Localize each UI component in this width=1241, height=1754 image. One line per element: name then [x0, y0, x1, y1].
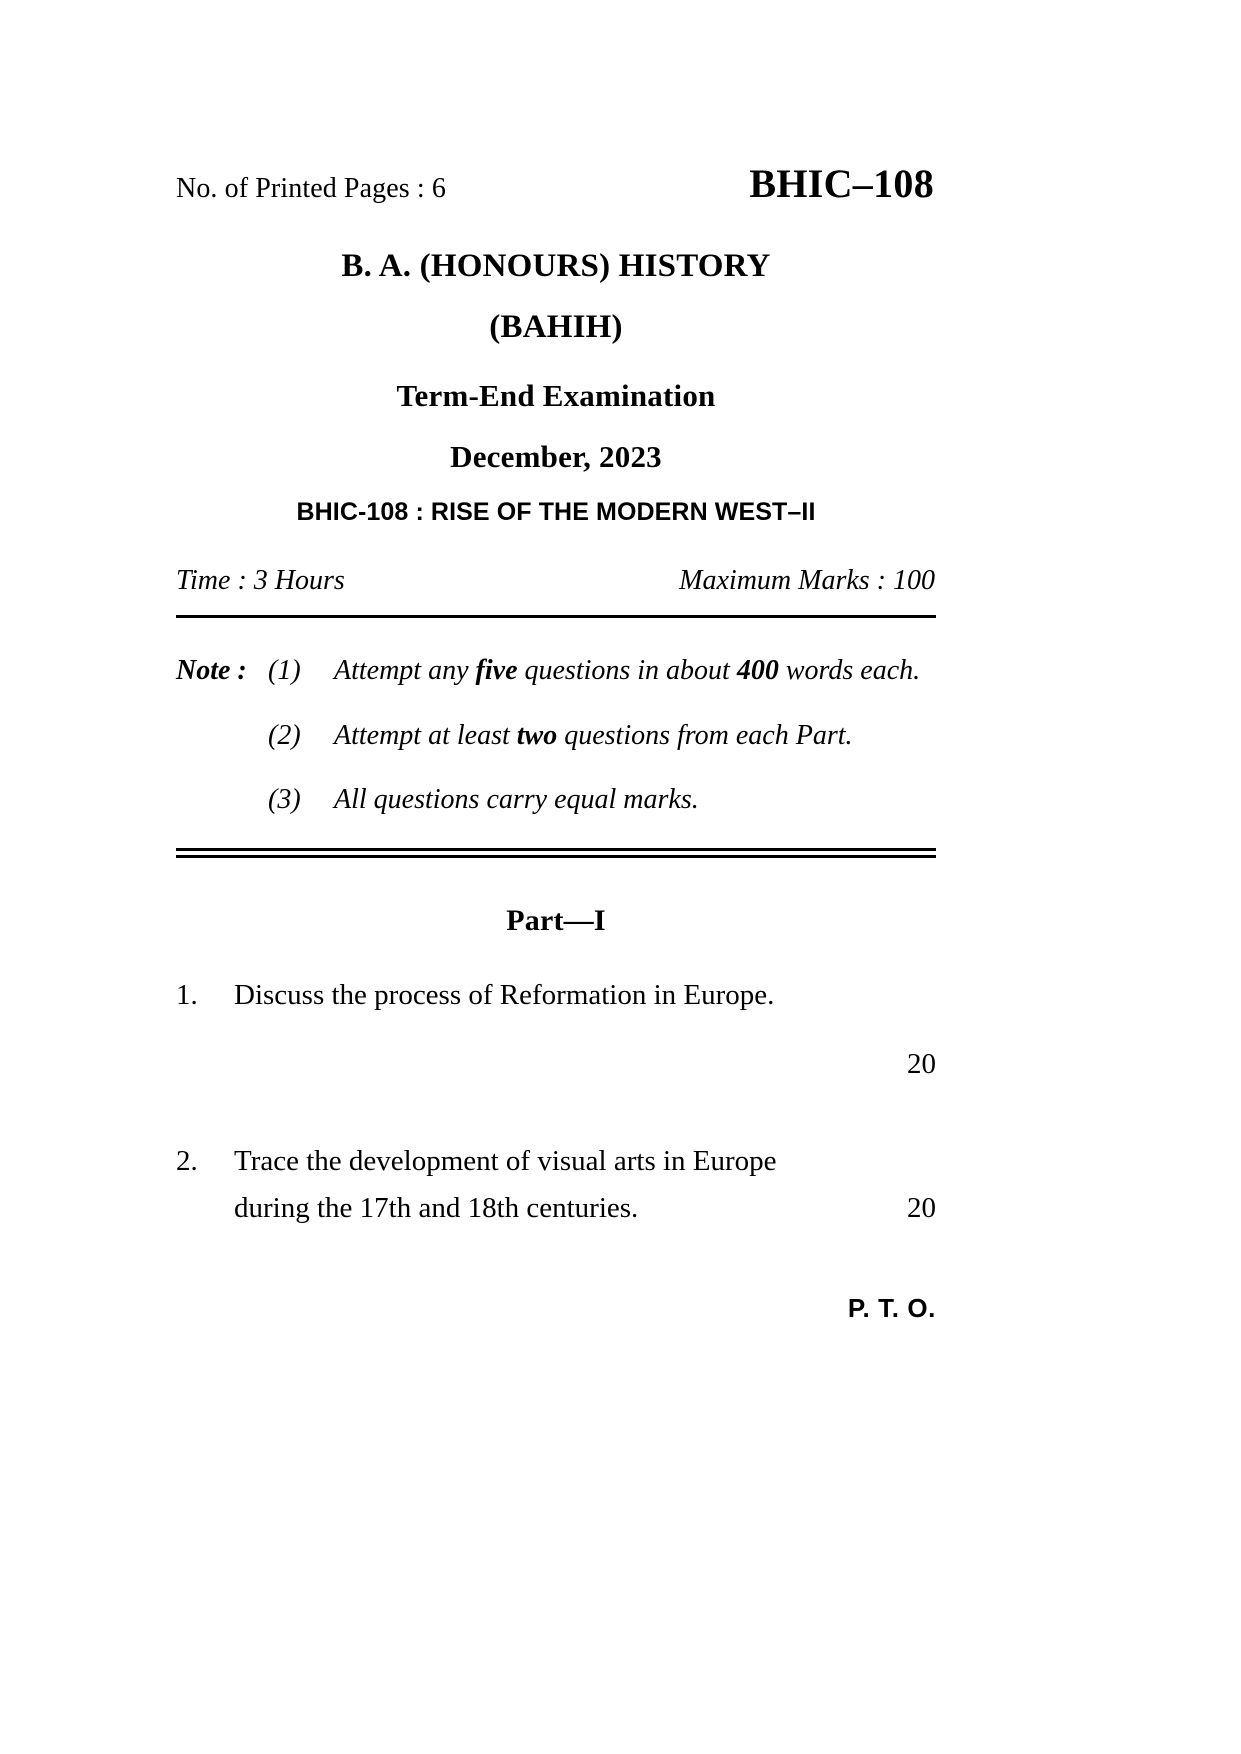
exam-info-row [176, 565, 936, 597]
note-text [334, 781, 936, 820]
note-item [176, 781, 936, 820]
divider-rule-double [176, 848, 936, 858]
maximum-marks: Maximum Marks : 100 [679, 565, 935, 596]
note-emphasis: five [475, 655, 518, 686]
title-block [176, 250, 936, 525]
question-body [234, 972, 936, 1088]
part-heading: Part—I [506, 903, 606, 937]
note-text-part: All questions carry equal marks. [334, 784, 699, 816]
question-marks: 20 [907, 1191, 936, 1224]
notes-section [176, 652, 936, 820]
note-text [334, 652, 936, 691]
note-text-part: Attempt at least [334, 719, 517, 751]
note-item [176, 652, 936, 691]
notes-label: Note : [176, 655, 247, 686]
question-body [234, 1138, 936, 1232]
questions-list [176, 972, 936, 1232]
question-text: Discuss the process of Reformation in Europe. [234, 978, 775, 1011]
programme-abbreviation: (BAHIH) [489, 309, 623, 345]
page-content [176, 160, 936, 1324]
question-number: 1. [176, 978, 198, 1011]
note-number: (1) [268, 655, 301, 686]
question-row [176, 1138, 936, 1232]
exam-duration: Time : 3 Hours [176, 565, 345, 596]
programme-title: B. A. (HONOURS) HISTORY [341, 248, 771, 284]
divider-rule-top [176, 615, 936, 618]
question-spacer [176, 1094, 936, 1138]
note-text-part: questions from each Part. [557, 719, 853, 751]
note-text-part: Attempt any [334, 655, 476, 686]
page-header [176, 160, 936, 212]
question-text: Trace the development of visual arts in Europe [234, 1144, 777, 1177]
question-row [176, 972, 936, 1088]
note-text-part: questions in about [517, 655, 737, 686]
note-emphasis: two [516, 719, 558, 751]
examination-date: December, 2023 [450, 439, 662, 474]
note-text-part: words each. [778, 655, 921, 686]
question-text: during the 17th and 18th centuries. [234, 1191, 639, 1224]
printed-pages-label: No. of Printed Pages : 6 [176, 173, 446, 204]
question-marks: 20 [907, 1047, 936, 1080]
question-number: 2. [176, 1144, 198, 1177]
note-number: (3) [268, 784, 301, 816]
course-code: BHIC–108 [749, 161, 934, 206]
subject-title: BHIC-108 : RISE OF THE MODERN WEST–II [296, 498, 816, 526]
note-text [334, 717, 936, 756]
note-item [176, 717, 936, 756]
please-turn-over-label: P. T. O. [847, 1292, 936, 1323]
note-number: (2) [268, 719, 301, 751]
note-emphasis: 400 [736, 655, 779, 686]
examination-type: Term-End Examination [396, 378, 716, 413]
page-footer [176, 1284, 936, 1324]
question-text-last-line [234, 1185, 936, 1232]
